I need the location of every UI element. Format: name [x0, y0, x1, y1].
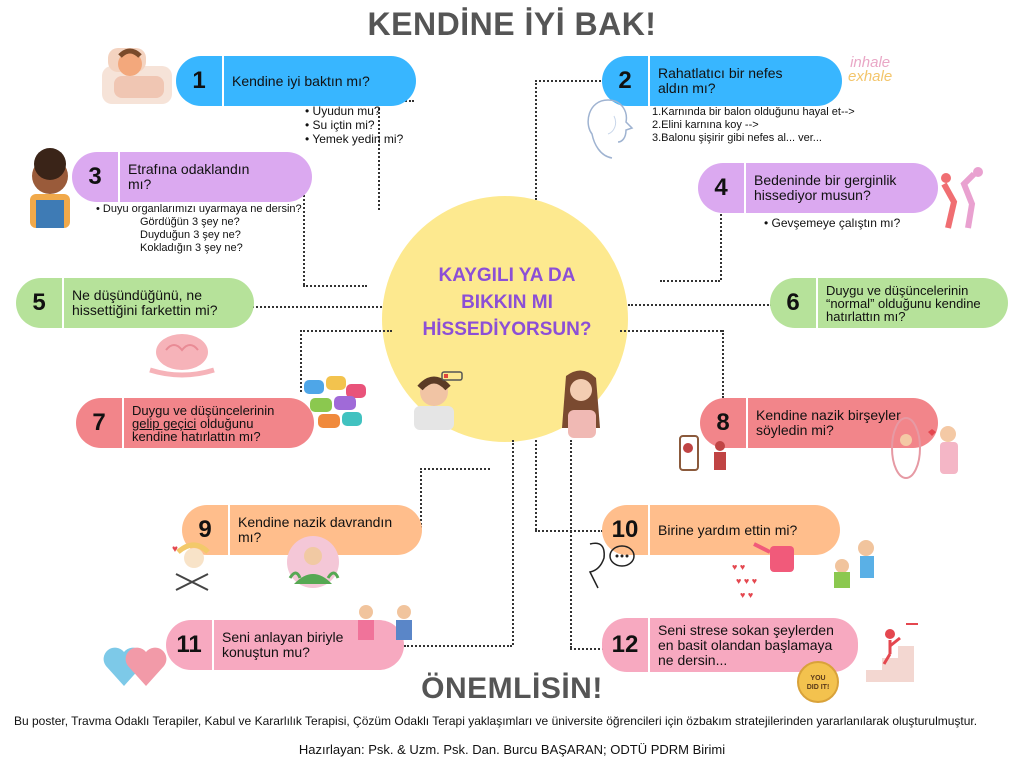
step-3-sub-item: Duyduğun 3 şey ne? [140, 229, 241, 241]
step-3-sub-item: Gördüğün 3 şey ne? [140, 216, 240, 228]
step-3-bullet-label: Duyu organlarımızı uyarmaya ne dersin? [102, 203, 302, 215]
step-2-number: 2 [618, 67, 632, 94]
step-1-bullet: • Su içtin mi? [305, 118, 403, 132]
svg-text:♥ ♥: ♥ ♥ [740, 590, 754, 600]
step-8-divider [746, 398, 748, 448]
step-6-line: Duygu ve düşüncelerinin [826, 282, 969, 298]
step-1-number: 1 [192, 67, 206, 94]
two-friends-talking-illustration [352, 602, 418, 642]
step-1-bullet: • Yemek yedin mi? [305, 132, 403, 146]
connector-8 [722, 330, 724, 398]
anxious-person-illustration [402, 370, 466, 432]
step-7-number: 7 [92, 409, 106, 436]
connector-9 [420, 468, 422, 528]
step-11-divider [212, 620, 214, 670]
step-5-line: hissettiğini farkettin mi? [72, 302, 218, 318]
inhale-exhale-illustration [848, 56, 892, 84]
step-8-number: 8 [716, 409, 730, 436]
step-5-line: Ne düşündüğünü, ne [72, 287, 202, 303]
connector-8h [620, 330, 722, 332]
step-12-divider [648, 618, 650, 672]
step-4-line: Bedeninde bir gerginlik [754, 172, 897, 188]
step-2-list-item: 2.Elini karnına koy --> [652, 119, 759, 131]
connector-6 [628, 304, 772, 306]
step-12-number: 12 [611, 631, 639, 658]
connector-10h [535, 530, 603, 532]
connector-7h [300, 330, 392, 332]
connector-9h [420, 468, 490, 470]
step-1-pill [176, 56, 416, 106]
footnote: Bu poster, Travma Odaklı Terapiler, Kabul ve Kararlılık Terapisi, Çözüm Odaklı Terapi yaklaşımları ve üniversite öğrencileri için özbakım stratejilerinden yararlanılarak oluşturulmuştur. [14, 714, 978, 728]
mirror-self-talk-illustration [888, 412, 972, 482]
step-2-divider [648, 56, 650, 106]
step-5-question [72, 288, 232, 318]
connector-10 [535, 440, 537, 530]
step-11-question [222, 630, 357, 660]
step-4-number: 4 [714, 174, 728, 201]
exhale-label: exhale [848, 68, 893, 85]
step-6-line: hatırlattın mı? [826, 308, 906, 324]
step-2-list-item: 1.Karnında bir balon olduğunu hayal et--> [652, 106, 855, 118]
brain-meditating-illustration [140, 330, 224, 380]
step-4-bullets [764, 216, 900, 230]
step-12-line: Seni strese sokan şeylerden [658, 621, 834, 638]
helping-child-illustration [826, 536, 888, 596]
step-6-divider [816, 278, 818, 328]
step-7-pill [76, 398, 314, 448]
svg-text:♥ ♥ ♥: ♥ ♥ ♥ [736, 576, 758, 586]
step-7-line: olduğunu [196, 415, 254, 431]
step-11-line: konuştun mu? [222, 644, 310, 660]
svg-text:♥ ♥: ♥ ♥ [732, 562, 746, 572]
step-4-line: hissediyor musun? [754, 187, 871, 203]
self-care-woman-illustration [284, 534, 342, 590]
step-9-number: 9 [198, 516, 212, 543]
connector-12h [570, 648, 604, 650]
center-line-3: HİSSEDİYORSUN? [422, 319, 592, 340]
center-line-1: KAYGILI YA DA [438, 265, 576, 286]
self-hug-illustration [168, 540, 216, 598]
center-question [412, 262, 602, 343]
stretching-people-illustration [934, 164, 1000, 230]
step-8-line: söyledin mi? [756, 422, 834, 438]
sad-woman-illustration [556, 366, 606, 438]
connector-5 [252, 306, 382, 308]
step-2-line: aldın mı? [658, 80, 716, 96]
step-7-emphasis: gelip geçici [132, 415, 197, 431]
step-3-number: 3 [88, 163, 102, 190]
step-10-number: 10 [611, 516, 639, 543]
step-2-line: Rahatlatıcı bir nefes [658, 65, 783, 81]
step-4-pill [698, 163, 938, 213]
step-1-question: Kendine iyi baktın mı? [232, 72, 370, 89]
inhale-label: inhale [850, 54, 891, 71]
step-7-divider [122, 398, 124, 448]
step-10-divider [648, 505, 650, 555]
talking-person-illustration [580, 534, 636, 590]
connector-2h [535, 80, 601, 82]
connector-2 [535, 80, 537, 200]
step-1-bullet: • Uyudun mu? [305, 104, 403, 118]
step-1-divider [222, 56, 224, 106]
svg-text:♥: ♥ [172, 544, 178, 555]
center-line-2: BIKKIN MI [461, 292, 553, 313]
step-12-line: en basit olandan başlamaya [658, 636, 833, 653]
badge-line-2: DID IT! [806, 684, 830, 691]
sleeping-person-illustration [100, 42, 176, 108]
step-7-question [132, 404, 288, 443]
step-3-sub-item: Kokladığın 3 şey ne? [140, 242, 243, 254]
step-3-question [128, 162, 263, 192]
step-1-bullets [305, 104, 403, 146]
connector-11 [512, 440, 514, 645]
speech-bubbles-illustration [300, 372, 370, 434]
connector-3h [303, 285, 367, 287]
step-4-divider [744, 163, 746, 213]
credit: Hazırlayan: Psk. & Uzm. Psk. Dan. Burcu BAŞARAN; ODTÜ PDRM Birimi [298, 742, 726, 757]
step-5-divider [62, 278, 64, 328]
step-10-pill [602, 505, 840, 555]
connector-12 [570, 440, 572, 648]
step-12-line: ne dersin... [658, 651, 728, 668]
step-5-number: 5 [32, 289, 46, 316]
step-2-list [652, 106, 855, 145]
mirror-handshake-illustration [664, 432, 744, 476]
step-6-question [826, 284, 995, 323]
step-4-question [754, 173, 910, 203]
step-5-pill [16, 278, 254, 328]
step-2-question [658, 66, 797, 96]
step-7-line: kendine hatırlattın mı? [132, 428, 261, 444]
step-3-pill [72, 152, 312, 202]
step-9-line: mı? [238, 529, 262, 545]
step-8-line: Kendine nazik birşeyler [756, 407, 901, 423]
closing-text: ÖNEMLİSİN! [421, 672, 603, 705]
poster-title: KENDİNE İYİ BAK! [367, 6, 657, 42]
connector-4h [660, 280, 720, 282]
step-11-number: 11 [176, 631, 202, 658]
step-2-list-item: 3.Balonu şişirir gibi nefes al... ver... [652, 132, 822, 144]
step-3-bullet-text: • Duyu organlarımızı uyarmaya ne dersin? [96, 203, 302, 215]
connector-4 [720, 205, 722, 280]
connector-11h [404, 645, 512, 647]
step-3-divider [118, 152, 120, 202]
step-7-line: Duygu ve düşüncelerinin [132, 402, 275, 418]
step-11-line: Seni anlayan biriyle [222, 629, 344, 645]
listening-person-illustration [20, 148, 84, 230]
badge-line-1: YOU [810, 675, 826, 682]
climbing-stairs-illustration [862, 620, 926, 684]
step-6-line: “normal” olduğunu kendine [826, 295, 981, 311]
step-6-number: 6 [786, 289, 800, 316]
breathing-head-illustration [578, 94, 640, 162]
step-4-bullet: • Gevşemeye çalıştın mı? [764, 216, 900, 230]
watering-can-hearts-illustration [730, 540, 802, 600]
step-3-line: Etrafına odaklandın [128, 161, 250, 177]
you-did-it-badge-icon [796, 660, 840, 704]
step-6-pill [770, 278, 1008, 328]
step-3-line: mı? [128, 176, 152, 192]
hearts-hug-illustration [100, 636, 172, 692]
step-9-line: Kendine nazik davrandın [238, 514, 393, 530]
step-9-divider [228, 505, 230, 555]
step-3-bullet [96, 203, 306, 255]
step-10-question: Birine yardım ettin mi? [658, 521, 798, 538]
